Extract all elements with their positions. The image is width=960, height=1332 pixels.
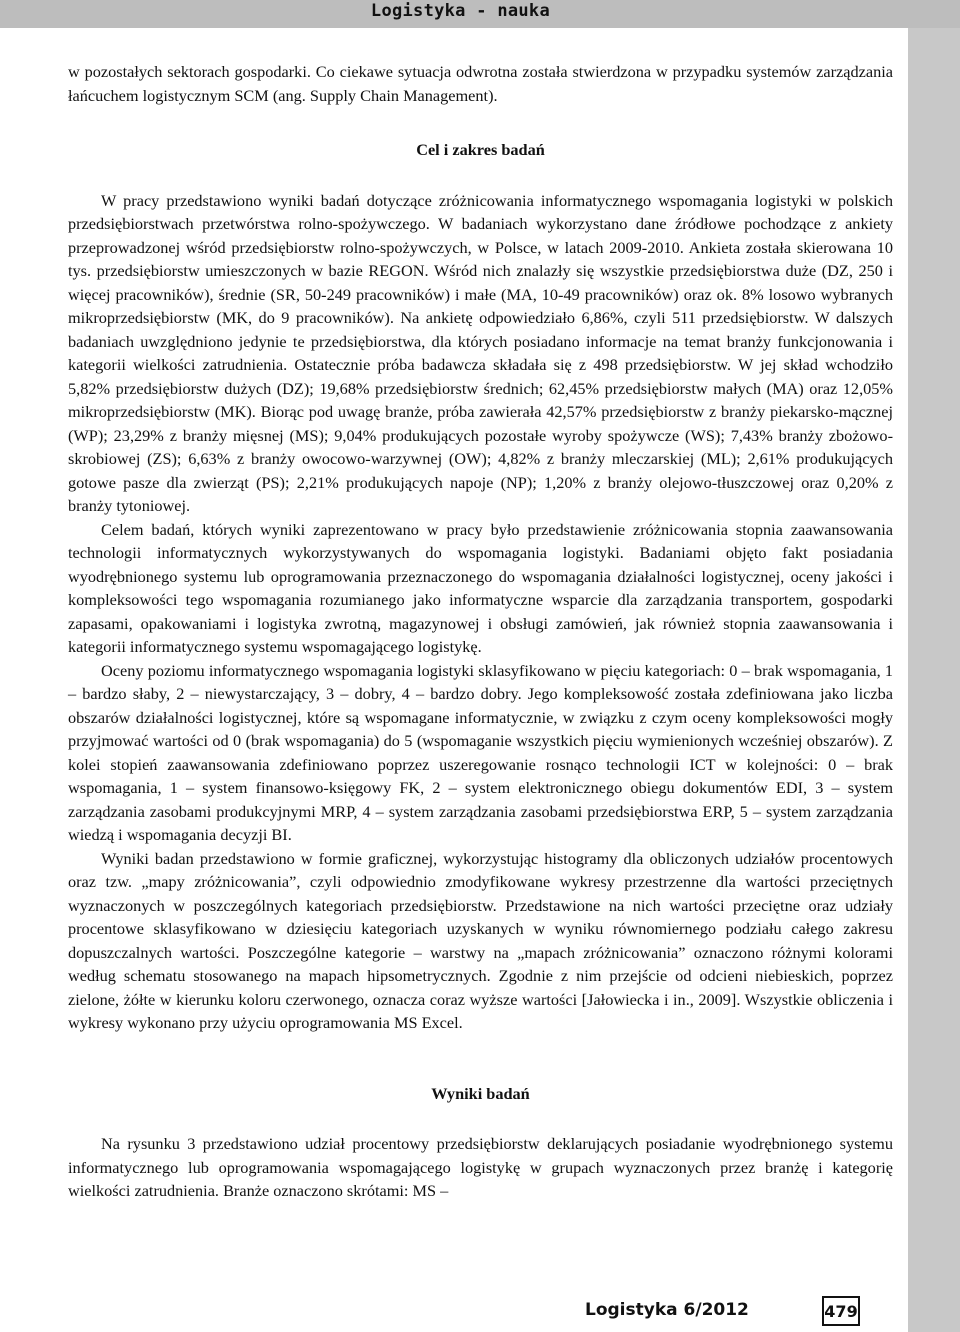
paragraph-results: Na rysunku 3 przedstawiono udział procentowy przedsiębiorstw deklarujących posiadanie wyodrębnionego systemu informatycznego lub oprogramowania wspomagającego logistykę w grupach wyznaczonych przez branżę i kategorię wielkości zatrudnienia. Branże oznaczono skrótami: MS – [68,1134,893,1200]
section-heading-results: Wyniki badań [431,1083,530,1103]
footer-journal-label: Logistyka 6/2012 [585,1300,749,1320]
article-body [68,60,893,1203]
paragraph-methods: W pracy przedstawiono wyniki badań dotyczące zróżnicowania informatycznego wspomagania logistyki w polskich przedsiębiorstwach przetwórstwa rolno-spożywczego. W badaniach wykorzystano dane źródłowe pochodzące z ankiety przeprowadzonej wśród przedsiębiorstw rolno-spożywczych, w Polsce, w latach 2009-2010. Ankieta została skierowana 10 tys. przedsiębiorstw umieszczonych w bazie REGON. Wśród nich znalazły się wszystkie przedsiębiorstwa duże (DZ, 250 i więcej pracowników), średnie (SR, 50-249 pracowników) i małe (MA, 10-49 pracowników) oraz ok. 8% losowo wybranych mikroprzedsiębiorstw (MK, do 9 pracowników). Na ankietę odpowiedziało 6,86%, czyli 511 przedsiębiorstw. W dalszych badaniach uwzględniono jedynie te przedsiębiorstwa, dla których posiadano informacje na temat branży funkcjonowania i kategorii wielkości zatrudnienia. Ostatecznie próba badawcza składała się z 498 przedsiębiorstw. W jej skład wchodziło 5,82% przedsiębiorstw dużych (DZ); 19,68% przedsiębiorstw średnich; 62,45% przedsiębiorstw małych (MA) oraz 12,05% mikroprzedsiębiorstw (MK). Biorąc pod uwagę branże, próba zawierała 42,57% przedsiębiorstw z branży piekarsko-mącznej (WP); 23,29% z branży mięsnej (MS); 9,04% produkujących pozostałe wyroby spożywcze (WS); 7,43% branży zbożowo-skrobiowej (ZS); 6,63% z branży owocowo-warzywnej (OW); 4,82% z branży mleczarskiej (ML); 2,61% produkujących gotowe pasze dla zwierząt (PS); 2,21% produkujących napoje (NP); 1,20% z branży olejowo-tłuszczowej oraz 0,20% z branży tytoniowej. [68,190,893,515]
page-number: 479 [822,1296,860,1326]
paragraph-presentation: Wyniki badan przedstawiono w formie graficznej, wykorzystując histogramy dla obliczonych udziałów procentowych oraz tzw. „mapy zróżnicowania”, czyli odpowiednio zmodyfikowane wykresy przestrzenne dla wartości przeciętnych wyznaczonych w poszczególnych kategoriach przedsiębiorstw. Przedstawione na nich wartości przeciętne oraz udziały procentowe sklasyfikowano w dziesięciu kategoriach uzyskanych w wyniku równomiernego podziału całego zakresu dopuszczalnych wartości. Poszczególne kategorie – warstwy na „mapach zróżnicowania” oznaczono różnymi kolorami według schematu stosowanego na mapach hipsometrycznych. Zgodnie z nim przejście od odcieni niebieskich, poprzez zielone, żółte w kierunku koloru czerwonego, oznacza coraz wyższe wartości [Jałowiecka i in., 2009]. Wszystkie obliczenia i wykresy wykonano przy użyciu oprogramowania MS Excel. [68,848,893,1032]
header-band [0,0,960,28]
paragraph-goals: Celem badań, których wyniki zaprezentowano w pracy było przedstawienie zróżnicowania stopnia zaawansowania technologii informatycznych wykorzystywanych do wspomagania logistyki. Badaniami objęto fakt posiadania wyodrębnionego systemu lub oprogramowania przeznaczonego do wspomagania działalności logistycznej, oceny jakości i kompleksowości tego wspomagania rozumianego jako informatyczne wsparcie dla zarządzania transportem, gospodarki zapasami, opakowaniami i logistyka zwrotną, magazynowej i obsługi zamówień, jak również stopnia zaawansowania i kategorii informatycznego systemu wspomagającego logistykę. [68,519,893,656]
section-heading-aims: Cel i zakres badań [416,140,545,159]
paragraph-continuation: w pozostałych sektorach gospodarki. Co ciekawe sytuacja odwrotna została stwierdzona w przypadku systemów zarządzania łańcuchem logistycznym SCM (ang. Supply Chain Management). [68,62,893,105]
paragraph-categories: Oceny poziomu informatycznego wspomagania logistyki sklasyfikowano w pięciu kategoriach: 0 – brak wspomagania, 1 – bardzo słaby, 2 – niewystarczający, 3 – dobry, 4 – bardzo dobry. Jego kompleksowość została zdefiniowana jako liczba obszarów działalności logistycznej, które są wspomagane informatycznie, w związku z czym oceny kompleksowości mogły przyjmować wartości od 0 (brak wspomagania) do 5 (wspomaganie wszystkich pięciu wymienionych wcześniej obszarów). Z kolei stopień zaawansowania zdefiniowano poprzez uszeregowanie rosnąco technologii ICT w kolejności: 0 – brak wspomagania, 1 – system finansowo-księgowy FK, 2 – system elektronicznego obiegu dokumentów EDI, 3 – system zarządzania zasobami produkcyjnymi MRP, 4 – system zarządzania zasobami przedsiębiorstwa ERP, 5 – system zarządzania wiedzą i wspomagania decyzji BI. [68,660,893,844]
running-header-title: Logistyka - nauka [370,1,550,21]
side-margin-band [908,28,960,1332]
